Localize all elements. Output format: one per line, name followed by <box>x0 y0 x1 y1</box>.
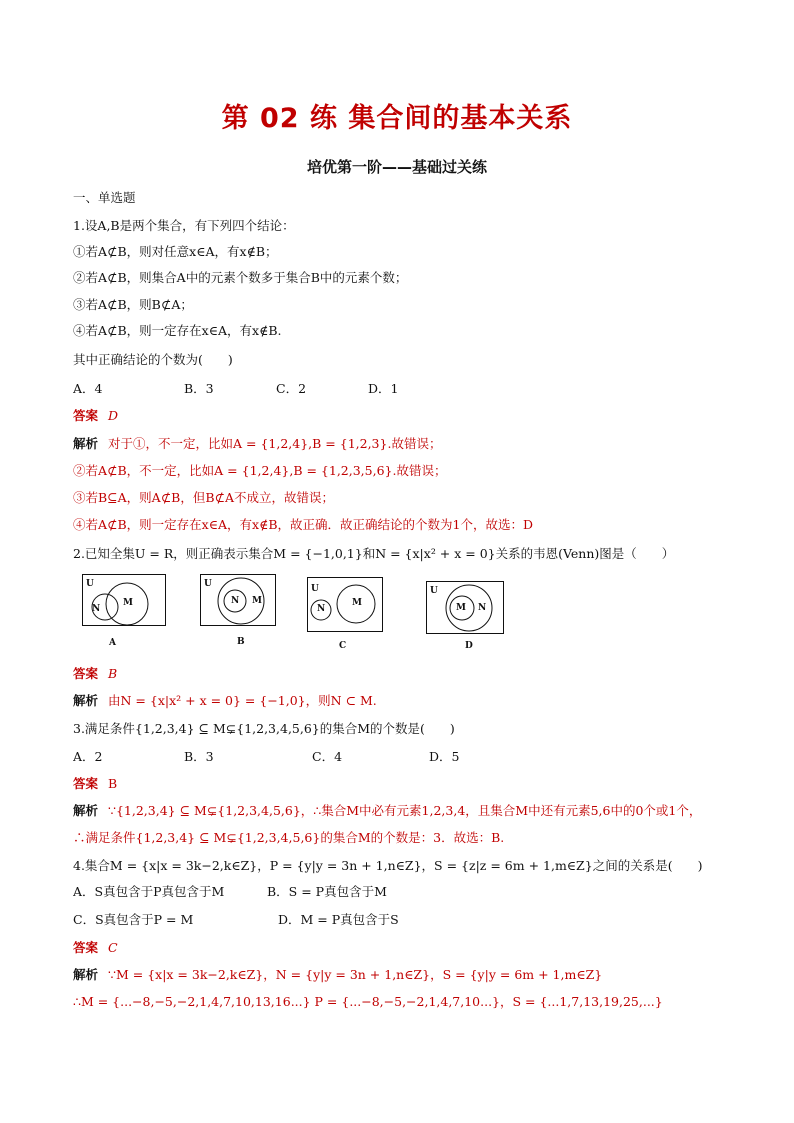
q4-stem: 4.集合M = {x|x = 3k−2,k∈Z}，P = {y|y = 3n + 1,n∈Z}，S = {z|z = 6m + 1,m∈Z}之间的关系是( ) <box>73 858 703 873</box>
q4-option-b: B．S = P真包含于M <box>267 884 387 899</box>
q4-analysis-2: ∴M = {...−8,−5,−2,1,4,7,10,13,16...} P = {...−8,−5,−2,1,4,7,10...}，S = {...1,7,13,19,25,...} <box>73 994 663 1009</box>
venn-c-u-label: U <box>311 584 319 594</box>
venn-a-u-label: U <box>86 579 94 589</box>
q4-option-c: C．S真包含于P = M <box>73 912 194 927</box>
venn-d-n-label: N <box>478 603 487 613</box>
venn-c-n-label: N <box>317 604 326 614</box>
venn-a-n-label: N <box>92 604 101 614</box>
q2-answer-value: B <box>108 666 118 681</box>
page-subtitle: 培优第一阶——基础过关练 <box>306 158 487 176</box>
q1-analysis-text-1: 对于①，不一定，比如A = {1,2,4},B = {1,2,3}.故错误； <box>108 436 442 451</box>
q3-answer-label: 答案 <box>73 776 99 791</box>
q4-answer <box>73 939 753 957</box>
q1-statement-1: ①若A⊄B，则对任意x∈A，有x∉B； <box>73 244 278 259</box>
venn-diagram-options <box>0 574 794 656</box>
venn-d-u-label: U <box>430 586 438 596</box>
q1-option-a: A．4 <box>73 381 103 396</box>
q3-option-c: C．4 <box>312 749 343 764</box>
q3-analysis-2: ∴满足条件{1,2,3,4} ⊆ M⊊{1,2,3,4,5,6}的集合M的个数是：3．故选：B. <box>73 830 505 845</box>
q3-options <box>73 748 753 766</box>
page-title: 第 02 练 集合间的基本关系 <box>221 103 573 134</box>
q1-analysis-3: ③若B⊆A，则A⊄B，但B⊄A不成立，故错误； <box>73 490 335 505</box>
q3-option-a: A．2 <box>73 749 103 764</box>
q1-ask: 其中正确结论的个数为( ) <box>73 352 233 367</box>
q4-answer-label: 答案 <box>73 940 99 955</box>
q1-stem: 1.设A,B是两个集合，有下列四个结论： <box>73 218 295 233</box>
q1-answer-value: D <box>108 408 119 423</box>
venn-c-m-label: M <box>352 598 362 608</box>
q4-analysis-text-1: ∵M = {x|x = 3k−2,k∈Z}，N = {y|y = 3n + 1,n∈Z}，S = {y|y = 6m + 1,m∈Z} <box>108 967 603 982</box>
q1-options <box>73 380 753 398</box>
venn-b-m-label: M <box>252 596 262 606</box>
venn-b-u-label: U <box>204 579 212 589</box>
q3-option-b: B．3 <box>184 749 214 764</box>
q1-answer-label: 答案 <box>73 408 99 423</box>
q1-answer <box>73 407 753 425</box>
q2-analysis-text: 由N = {x|x² + x = 0} = {−1,0}，则N ⊂ M. <box>108 693 377 708</box>
q1-analysis-1 <box>73 435 753 453</box>
q4-option-d: D．M = P真包含于S <box>278 912 399 927</box>
q1-analysis-label: 解析 <box>73 436 99 451</box>
q3-analysis-label: 解析 <box>73 803 99 818</box>
venn-b-letter: B <box>237 637 245 647</box>
q1-analysis-4: ④若A⊄B，则一定存在x∈A，有x∉B，故正确．故正确结论的个数为1个，故选：D <box>73 517 533 532</box>
venn-d-m-label: M <box>456 603 466 613</box>
q1-option-c: C．2 <box>276 381 307 396</box>
q2-stem: 2.已知全集U = R，则正确表示集合M = {−1,0,1}和N = {x|x² + x = 0}关系的韦恩(Venn)图是（ ） <box>73 546 675 561</box>
q1-statement-4: ④若A⊄B，则一定存在x∈A，有x∉B. <box>73 323 282 338</box>
q1-statement-2: ②若A⊄B，则集合A中的元素个数多于集合B中的元素个数； <box>73 270 408 285</box>
q3-analysis-1 <box>73 802 753 820</box>
q4-options-row-2 <box>73 911 753 929</box>
venn-b-n-label: N <box>231 596 240 606</box>
q2-analysis <box>73 692 753 710</box>
q2-answer-label: 答案 <box>73 666 99 681</box>
q2-analysis-label: 解析 <box>73 693 99 708</box>
q4-analysis-label: 解析 <box>73 967 99 982</box>
q3-answer <box>73 775 753 793</box>
q1-statement-3: ③若A⊄B，则B⊄A； <box>73 297 193 312</box>
venn-a-letter: A <box>109 638 116 648</box>
q4-analysis-1 <box>73 966 753 984</box>
q4-answer-value: C <box>108 940 118 955</box>
venn-a-m-label: M <box>123 598 133 608</box>
q1-option-d: D．1 <box>368 381 399 396</box>
section-heading: 一、单选题 <box>73 190 136 205</box>
q2-answer <box>73 665 753 683</box>
q3-stem: 3.满足条件{1,2,3,4} ⊆ M⊊{1,2,3,4,5,6}的集合M的个数是( ) <box>73 721 455 736</box>
q3-analysis-text-1: ∵{1,2,3,4} ⊆ M⊊{1,2,3,4,5,6}，∴集合M中必有元素1,2,3,4，且集合M中还有元素5,6中的0个或1个， <box>108 803 702 818</box>
q1-option-b: B．3 <box>184 381 214 396</box>
q3-option-d: D．5 <box>429 749 460 764</box>
q4-option-a: A．S真包含于P真包含于M <box>73 884 225 899</box>
q1-analysis-2: ②若A⊄B，不一定，比如A = {1,2,4},B = {1,2,3,5,6}.故错误； <box>73 463 447 478</box>
q4-options-row-1 <box>73 883 753 901</box>
venn-d-letter: D <box>465 641 473 651</box>
q3-answer-value: B <box>108 776 118 791</box>
venn-c-letter: C <box>339 641 347 651</box>
